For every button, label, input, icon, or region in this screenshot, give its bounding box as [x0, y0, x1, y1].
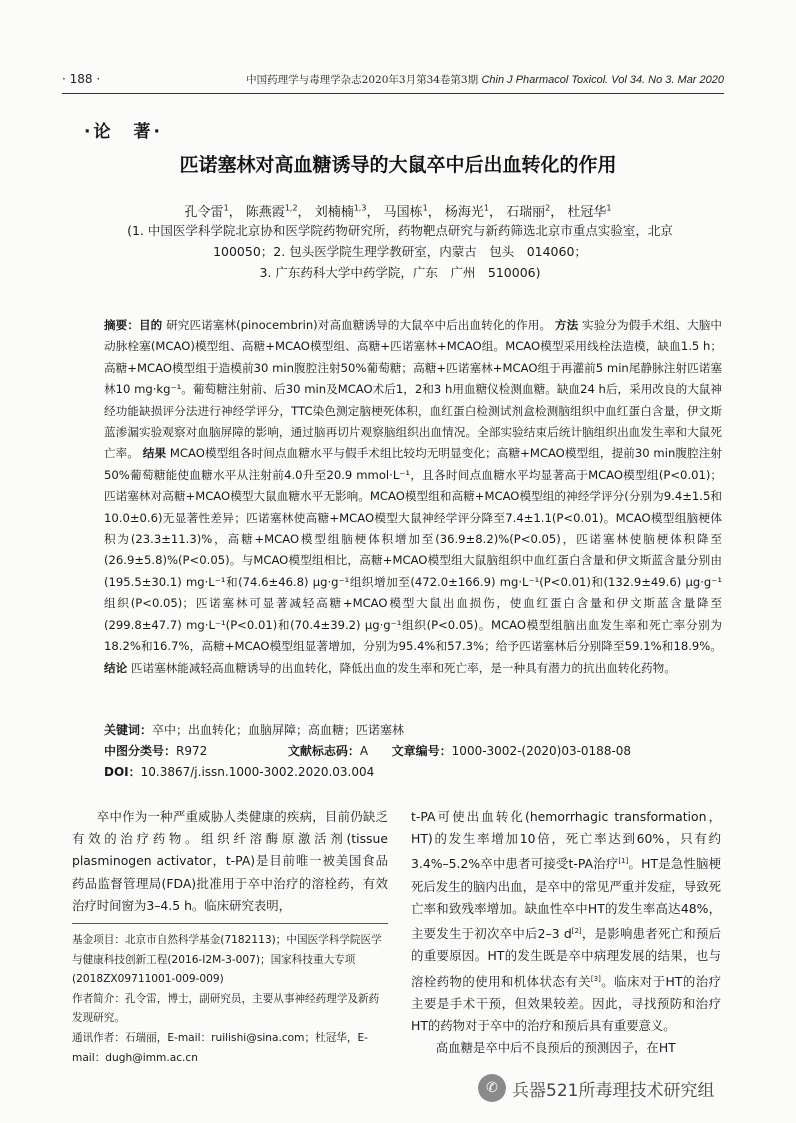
keywords: [104, 721, 722, 738]
section-label: ·论 著·: [84, 122, 163, 142]
affiliations: [120, 220, 680, 283]
author-affil-mark: 1: [422, 203, 428, 213]
page-number: · 188 ·: [62, 72, 101, 86]
footnote-rule: [72, 923, 388, 924]
classification-info: [104, 742, 722, 759]
journal-info: [246, 72, 724, 87]
doi-label: DOI：: [104, 765, 141, 779]
affiliation-line: 3. 广东药科大学中药学院，广东 广州 510006): [259, 265, 541, 280]
author-affil-mark: 1: [223, 203, 229, 213]
journal-name-cn: 中国药理学与毒理学杂志2020年3月第34卷第3期: [246, 74, 479, 86]
body-text: ，是影响患者死亡和预后的重要原因。HT的发生既是卒中病理发展的结果，也与溶栓药物的使用和机体状态有关: [411, 926, 722, 989]
watermark-text: 兵器521所毒理技术研究组: [512, 1080, 715, 1101]
author: 陈燕霞: [245, 205, 285, 220]
doi: [104, 763, 722, 780]
author: 孔令雷: [184, 205, 224, 220]
conclusion-label: 结论: [104, 660, 128, 675]
body-column-left: [72, 806, 388, 917]
body-text: 。临床对于HT的治疗主要是手术干预，但效果较差。因此，寻找预防和治疗HT的药物对于卒中的治疗和预后具有重要意义。: [411, 973, 722, 1034]
affiliation-line: 100050；2. 包头医学院生理学教研室，内蒙古 包头 014060；: [213, 244, 587, 259]
affiliation-line: (1. 中国医学科学院北京协和医学院药物研究所，药物靶点研究与新药筛选北京市重点实验室，北京: [127, 223, 673, 238]
author: 杨海光: [444, 205, 484, 220]
methods-label: 方法: [554, 318, 579, 332]
footnote-contact: 通讯作者：石瑞丽，E-mail：ruilishi@sina.com；杜冠华，E-mail：dugh@imm.ac.cn: [72, 1031, 368, 1064]
doc-code-value: A: [359, 744, 369, 758]
clc-value: R972: [176, 744, 208, 758]
author-affil-mark: 1,3: [353, 203, 367, 213]
author: 杜冠华: [567, 205, 607, 220]
reference-mark[interactable]: [3]: [590, 974, 601, 983]
author: 马国栋: [383, 205, 423, 220]
body-text: t-PA可使出血转化(hemorrhagic transformation，HT)的发生率增加10倍，死亡率达到60%，只有约3.4%–5.2%卒中患者可接受t-PA治疗: [411, 809, 721, 872]
article-number-label: 文章编号：: [391, 744, 452, 758]
article-number-value: 1000-3002-(2020)03-0188-08: [451, 744, 632, 758]
abstract-conclusion: 匹诺塞林能减轻高血糖诱导的出血转化，降低出血的发生率和死亡率，是一种具有潜力的抗出血转化药物。: [130, 660, 676, 675]
header-rule: [62, 93, 724, 94]
body-paragraph: [411, 806, 721, 1037]
clc-label: 中图分类号：: [104, 744, 177, 758]
body-text: 。HT是急性脑梗死后发生的脑内出血，是卒中的常见严重并发症，导致死亡率和致残率增加。缺血性卒中HT的发生率高达48%，主要发生于初次卒中后2–3 d: [411, 856, 721, 942]
author: 石瑞丽: [506, 205, 546, 220]
author: 刘楠楠: [314, 205, 354, 220]
article-title: 匹诺塞林对高血糖诱导的大鼠卒中后出血转化的作用: [179, 154, 617, 176]
body-column-right: [411, 806, 721, 1060]
author-list: 孔令雷$^1$， 陈燕霞$^{1,2}$， 刘楠楠$^{1,3}$， 马国栋$^1$， 杨海光$^1$， 石瑞丽$^2$， 杜冠华$^1$: [184, 203, 612, 220]
keywords-text: 卒中；出血转化；血脑屏障；高血糖；匹诺塞林: [152, 723, 405, 737]
keywords-label: 关键词：: [104, 723, 153, 737]
body-paragraph: 卒中作为一种严重威胁人类健康的疾病，目前仍缺乏有效的治疗药物。组织纤溶酶原激活剂(tissue plasminogen activator，t-PA)是目前唯一被美国食品药品监督管理局(FDA)批准用于卒中治疗的溶栓药，有效治疗时间窗为3–4.5 h。临床研究表明，: [72, 809, 388, 913]
abstract-methods: 实验分为假手术组、大脑中动脉栓塞(MCAO)模型组、高糖+MCAO模型组、高糖+匹诺塞林+MCAO组。MCAO模型采用线栓法造模，缺血1.5 h；高糖+MCAO模型组于造模前30 min腹腔注射50%葡萄糖；高糖+匹诺塞林+MCAO组于再灌前5 min尾静脉注射匹诺塞林10 mg·kg⁻¹。葡萄糖注射前、后30 min及MCAO术后1，2和3 h用血糖仪检测血糖。缺血24 h后，采用改良的大鼠神经功能缺损评分法进行神经学评分，TTC染色测定脑梗死体积，血红蛋白检测试剂盒检测脑组织中血红蛋白含量，伊文斯蓝渗漏实验观察对血脑屏障的影响，通过脑再切片观察脑组织出血情况。全部实验结束后统计脑组织出血发生率和大鼠死亡率。: [104, 318, 722, 461]
footnote-fund: 基金项目：北京市自然科学基金(7182113)；中国医学科学院医学与健康科技创新工程(2016-I2M-3-007)；国家科技重大专项(2018ZX09711001-009-009): [72, 934, 382, 986]
wechat-icon: ✆: [478, 1074, 506, 1102]
results-label: 结果: [142, 446, 167, 461]
author-affil-mark: 1: [606, 203, 612, 213]
watermark: [478, 1074, 714, 1102]
doc-code-label: 文献标志码：: [287, 744, 360, 758]
reference-mark[interactable]: [2]: [571, 927, 582, 936]
abstract-label: 摘要：: [104, 318, 140, 332]
abstract-results: MCAO模型组各时间点血糖水平与假手术组比较均无明显变化；高糖+MCAO模型组，提前30 min腹腔注射50%葡萄糖能使血糖水平从注射前4.0升至20.9 mmol·L⁻¹，且各时间点血糖水平均显著高于MCAO模型组(P<0.01)；匹诺塞林对高糖+MCAO模型大鼠血糖水平无影响。MCAO模型组和高糖+MCAO模型组的神经学评分(分别为9.4±1.5和10.0±0.6)无显著性差异；匹诺塞林使高糖+MCAO模型大鼠神经学评分降至7.4±1.1(P<0.01)。MCAO模型组脑梗体积为(23.3±11.3)%，高糖+MCAO模型组脑梗体积增加至(36.9±8.2)%(P<0.05)，匹诺塞林使脑梗体积降至(26.9±5.8)%(P<0.05)。与MCAO模型组相比，高糖+MCAO模型组大鼠脑组织中血红蛋白含量和伊文斯蓝含量分别由(195.5±30.1) mg·L⁻¹和(74.6±46.8) μg·g⁻¹组织增加至(472.0±166.9) mg·L⁻¹(P<0.01)和(132.9±49.6) μg·g⁻¹组织(P<0.05)；匹诺塞林可显著减轻高糖+MCAO模型大鼠出血损伤，使血红蛋白含量和伊文斯蓝含量降至(299.8±47.7) mg·L⁻¹(P<0.01)和(70.4±39.2) μg·g⁻¹组织(P<0.05)。MCAO模型组脑出血发生率和死亡率分别为18.2%和16.7%，高糖+MCAO模型组显著增加，分别为95.4%和57.3%；给予匹诺塞林后分别降至59.1%和18.9%。: [104, 446, 722, 654]
doi-value: 10.3867/j.issn.1000-3002.2020.03.004: [140, 765, 375, 779]
author-affil-mark: 1,2: [284, 203, 298, 213]
footnotes: [72, 931, 388, 1068]
running-header: [62, 72, 724, 88]
footnote-author: 作者简介：孔令雷，博士，副研究员，主要从事神经药理学及新药发现研究。: [72, 992, 380, 1025]
author-affil-mark: 2: [545, 203, 551, 213]
journal-name-en: Chin J Pharmacol Toxicol. Vol 34. No 3. Mar 2020: [481, 74, 724, 86]
abstract: [104, 315, 722, 679]
author-affil-mark: 1: [483, 203, 489, 213]
objective-label: 目的: [139, 318, 163, 332]
abstract-objective: 研究匹诺塞林(pinocembrin)对高血糖诱导的大鼠卒中后出血转化的作用。: [166, 318, 552, 332]
reference-mark[interactable]: [1]: [618, 857, 629, 866]
body-paragraph: 高血糖是卒中后不良预后的预测因子，在HT: [435, 1040, 676, 1056]
